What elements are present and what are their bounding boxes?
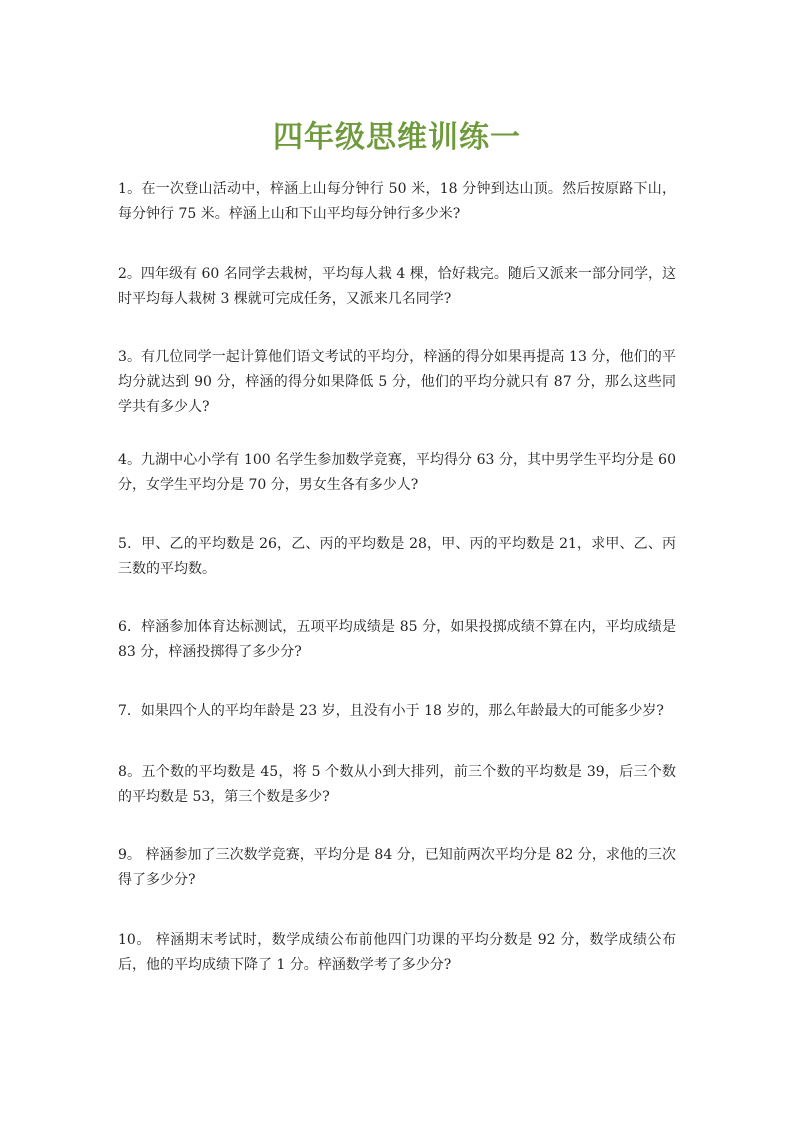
problem-2: 2。四年级有 60 名同学去栽树，平均每人栽 4 棵，恰好栽完。随后又派来一部分同学，这时平均每人栽树 3 棵就可完成任务，又派来几名同学? — [118, 266, 676, 307]
problem-4: 4。九湖中心小学有 100 名学生参加数学竞赛，平均得分 63 分，其中男学生平均分是 60 分，女学生平均分是 70 分，男女生各有多少人? — [118, 452, 676, 493]
problem-5: 5．甲、乙的平均数是 26，乙、丙的平均数是 28，甲、丙的平均数是 21，求甲、乙、丙三数的平均数。 — [118, 536, 676, 577]
page-title: 四年级思维训练一 — [273, 120, 521, 155]
problem-7: 7．如果四个人的平均年龄是 23 岁，且没有小于 18 岁的，那么年龄最大的可能多少岁? — [118, 703, 664, 719]
problem-9: 9。 梓涵参加了三次数学竞赛，平均分是 84 分，已知前两次平均分是 82 分，求他的三次得了多少分? — [118, 847, 676, 888]
problem-6: 6．梓涵参加体育达标测试，五项平均成绩是 85 分，如果投掷成绩不算在内，平均成绩是 83 分，梓涵投掷得了多少分? — [118, 619, 676, 660]
problem-1: 1。在一次登山活动中，梓涵上山每分钟行 50 米，18 分钟到达山顶。然后按原路下山，每分钟行 75 米。梓涵上山和下山平均每分钟行多少米? — [118, 181, 676, 222]
problem-8: 8。五个数的平均数是 45，将 5 个数从小到大排列，前三个数的平均数是 39，后三个数的平均数是 53，第三个数是多少? — [118, 764, 676, 805]
problem-3: 3。有几位同学一起计算他们语文考试的平均分，梓涵的得分如果再提高 13 分，他们的平均分就达到 90 分，梓涵的得分如果降低 5 分，他们的平均分就只有 87 分，那么这些同学共有多少人? — [118, 349, 676, 415]
problem-10: 10。 梓涵期末考试时，数学成绩公布前他四门功课的平均分数是 92 分，数学成绩公布后，他的平均成绩下降了 1 分。梓涵数学考了多少分? — [118, 932, 676, 973]
